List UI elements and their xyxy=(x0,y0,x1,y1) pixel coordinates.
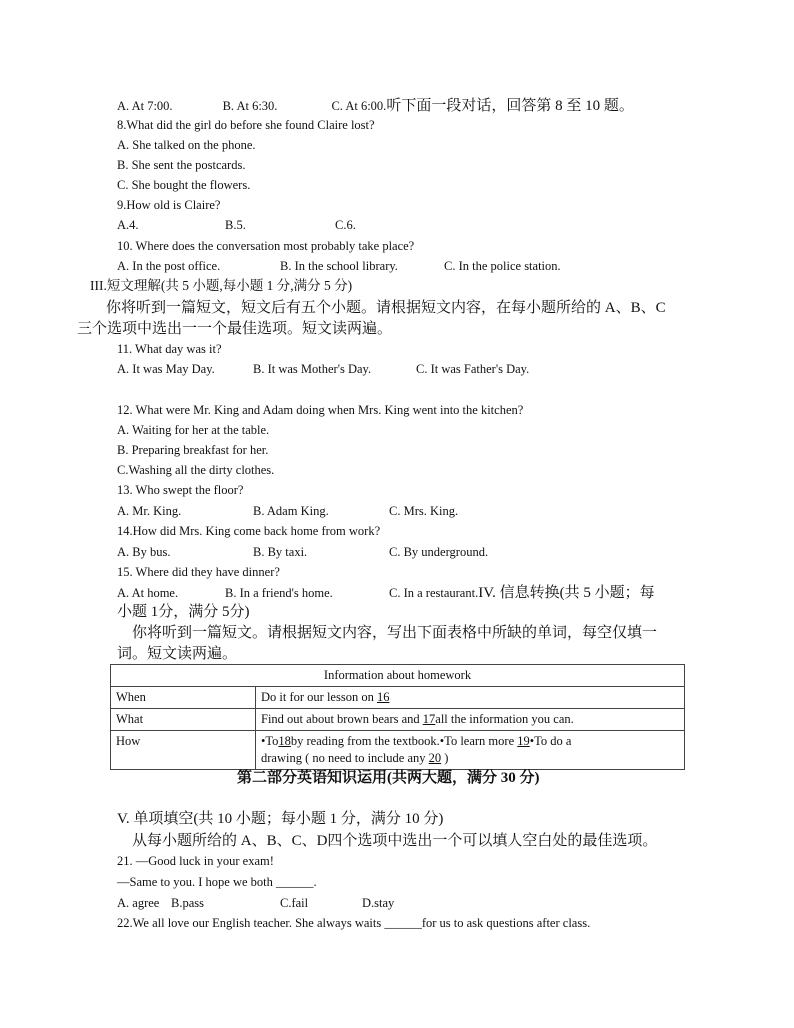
row-content-when: Do it for our lesson on 16 xyxy=(256,687,685,709)
option-c: C. Mrs. King. xyxy=(389,504,459,518)
question-21-line-2: —Same to you. I hope we both ______. xyxy=(117,875,317,889)
part-2-title: 第二部分英语知识运用(共两大题，满分 30 分) xyxy=(237,770,540,786)
table-row xyxy=(111,665,685,687)
option-a: A. It was May Day. xyxy=(117,362,215,376)
option-c: C. At 6:00. xyxy=(331,99,387,113)
option-b: B. By taxi. xyxy=(253,545,308,559)
question-21-line-1: 21. —Good luck in your exam! xyxy=(117,854,274,868)
section-4-instruction-1: 你将听到一篇短文。请根据短文内容，写出下面表格中所缺的单词，每空仅填一 xyxy=(132,625,658,641)
option-b: B.5. xyxy=(225,218,246,232)
question-8-option-c: C. She bought the flowers. xyxy=(117,178,251,192)
section-3-instruction-1: 你将听到一篇短文，短文后有五个小题。请根据短文内容，在每小题所给的 A、B、C xyxy=(106,300,666,316)
row-label-how: How xyxy=(111,731,256,770)
table-row xyxy=(111,687,685,709)
section-5-instruction: 从每小题所给的 A、B、C、D四个选项中选出一个可以填人空白处的最佳选项。 xyxy=(132,833,658,849)
row-content-how: •To18by reading from the textbook.•To learn more 19•To do a drawing ( no need to include any 20 ) xyxy=(256,731,685,770)
option-b: B.pass xyxy=(171,896,204,910)
table-row xyxy=(111,709,685,731)
option-b: B. It was Mother's Day. xyxy=(253,362,372,376)
question-9-stem: 9.How old is Claire? xyxy=(117,198,221,212)
option-c: C. By underground. xyxy=(389,545,489,559)
option-b: B. Adam King. xyxy=(253,504,329,518)
section-4-instruction-2: 词。短文读两遍。 xyxy=(117,646,238,662)
question-14-options xyxy=(117,544,488,560)
option-d: D.stay xyxy=(362,896,395,910)
option-c: C.6. xyxy=(335,218,356,232)
section-5-title: V. 单项填空(共 10 小题；每小题 1 分，满分 10 分) xyxy=(117,811,444,827)
option-c: C. In a restaurant. xyxy=(389,586,479,600)
option-a: A. Mr. King. xyxy=(117,504,182,518)
question-12-option-c: C.Washing all the dirty clothes. xyxy=(117,463,275,477)
question-8-option-a: A. She talked on the phone. xyxy=(117,138,256,152)
option-c: C. It was Father's Day. xyxy=(416,362,530,376)
option-c: C.fail xyxy=(280,896,309,910)
option-c: C. In the police station. xyxy=(444,259,561,273)
option-b: B. In the school library. xyxy=(280,259,398,273)
section-4-title: IV. 信息转换(共 5 小题；每 xyxy=(478,585,655,601)
blank-16: 16 xyxy=(376,690,390,704)
section-4-title-continued: 小题 1分，满分 5分) xyxy=(117,604,250,620)
question-11-stem: 11. What day was it? xyxy=(117,342,222,356)
option-a: A.4. xyxy=(117,218,139,232)
question-8-stem: 8.What did the girl do before she found Claire lost? xyxy=(117,118,375,132)
section-3-instruction-2: 三个选项中选出一一个最佳选项。短文读两遍。 xyxy=(77,321,393,337)
blank-19: 19 xyxy=(517,734,530,748)
question-8-option-b: B. She sent the postcards. xyxy=(117,158,246,172)
table-row xyxy=(111,731,685,770)
blank-17: 17 xyxy=(422,712,436,726)
option-a: A. agree xyxy=(117,896,160,910)
question-10-options xyxy=(117,258,561,274)
blank-20: 20 xyxy=(428,751,442,765)
section-3-title: III.短文理解(共 5 小题,每小题 1 分,满分 5 分) xyxy=(90,278,353,293)
option-a: A. At home. xyxy=(117,586,179,600)
question-15-options xyxy=(117,583,655,603)
option-a: A. In the post office. xyxy=(117,259,221,273)
q7-options-line xyxy=(117,96,634,116)
question-14-stem: 14.How did Mrs. King come back home from work? xyxy=(117,524,381,538)
table-caption: Information about homework xyxy=(111,665,685,687)
question-12-option-a: A. Waiting for her at the table. xyxy=(117,423,270,437)
question-15-stem: 15. Where did they have dinner? xyxy=(117,565,280,579)
question-11-options xyxy=(117,361,529,377)
question-13-options xyxy=(117,503,458,519)
question-12-option-b: B. Preparing breakfast for her. xyxy=(117,443,269,457)
question-13-stem: 13. Who swept the floor? xyxy=(117,483,244,497)
row-label-when: When xyxy=(111,687,256,709)
question-9-options xyxy=(117,217,356,233)
question-12-stem: 12. What were Mr. King and Adam doing when Mrs. King went into the kitchen? xyxy=(117,403,524,417)
row-label-what: What xyxy=(111,709,256,731)
homework-info-table xyxy=(110,664,685,770)
option-a: A. At 7:00. xyxy=(117,99,173,113)
option-b: B. At 6:30. xyxy=(222,99,278,113)
instruction-text: 听下面一段对话，回答第 8 至 10 题。 xyxy=(386,98,634,114)
blank-18: 18 xyxy=(278,734,291,748)
question-21-options xyxy=(117,895,394,911)
option-b: B. In a friend's home. xyxy=(225,586,333,600)
option-a: A. By bus. xyxy=(117,545,171,559)
question-10-stem: 10. Where does the conversation most probably take place? xyxy=(117,239,415,253)
row-content-what: Find out about brown bears and 17all the information you can. xyxy=(256,709,685,731)
question-22-stem: 22.We all love our English teacher. She always waits ______for us to ask questions after class. xyxy=(117,916,591,930)
